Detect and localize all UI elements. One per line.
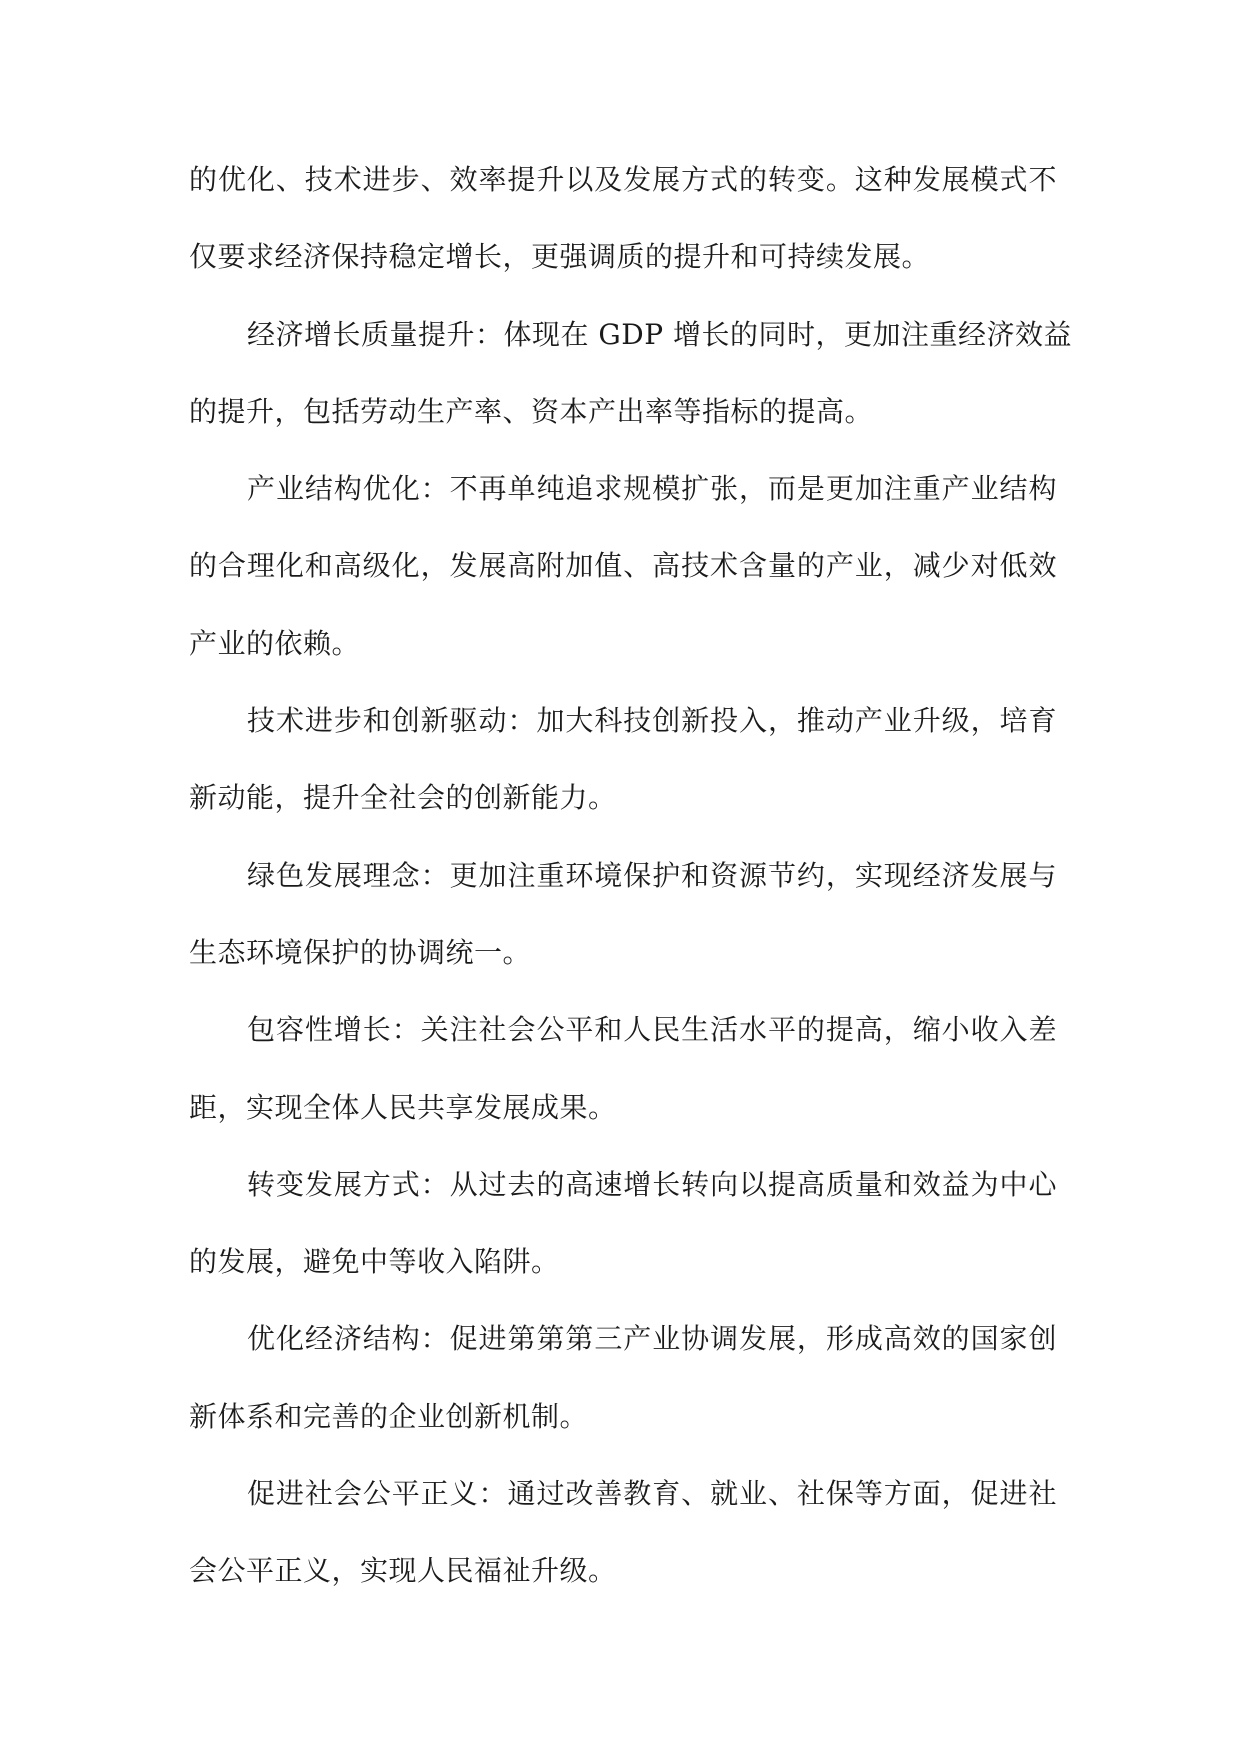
- text-line: 绿色发展理念：更加注重环境保护和资源节约，实现经济发展与: [247, 858, 1057, 892]
- text-line: 产业的依赖。: [189, 626, 361, 660]
- text-line: 转变发展方式：从过去的高速增长转向以提高质量和效益为中心: [247, 1167, 1057, 1201]
- paragraph-industrial-structure: [189, 450, 1057, 682]
- text-line: 技术进步和创新驱动：加大科技创新投入，推动产业升级，培育: [247, 704, 1057, 738]
- paragraph-technology-innovation: [189, 682, 1057, 837]
- text-line: 的合理化和高级化，发展高附加值、高技术含量的产业，减少对低效: [189, 549, 1057, 583]
- text-line: 新动能，提升全社会的创新能力。: [189, 781, 617, 815]
- paragraph-economic-growth-quality: [189, 296, 1072, 451]
- text-line: 经济增长质量提升：体现在 GDP 增长的同时，更加注重经济效益: [247, 317, 1072, 351]
- text-line: 产业结构优化：不再单纯追求规模扩张，而是更加注重产业结构: [247, 472, 1057, 506]
- text-line: 生态环境保护的协调统一。: [189, 935, 532, 969]
- text-line: 包容性增长：关注社会公平和人民生活水平的提高，缩小收入差: [247, 1013, 1057, 1047]
- text-line: 的发展，避免中等收入陷阱。: [189, 1245, 560, 1279]
- text-line: 的优化、技术进步、效率提升以及发展方式的转变。这种发展模式不: [189, 163, 1057, 196]
- paragraph-inclusive-growth: [189, 991, 1057, 1146]
- paragraph-continuation: [189, 141, 1057, 296]
- paragraph-green-development: [189, 837, 1057, 992]
- text-line: 的提升，包括劳动生产率、资本产出率等指标的提高。: [189, 394, 874, 428]
- text-line: 促进社会公平正义：通过改善教育、就业、社保等方面，促进社: [247, 1477, 1057, 1511]
- text-line: 优化经济结构：促进第第第三产业协调发展，形成高效的国家创: [247, 1322, 1057, 1356]
- text-line: 仅要求经济保持稳定增长，更强调质的提升和可持续发展。: [189, 240, 931, 274]
- paragraph-development-mode: [189, 1146, 1057, 1301]
- document-body: [189, 141, 1072, 1610]
- text-line: 距，实现全体人民共享发展成果。: [189, 1090, 617, 1124]
- paragraph-social-equity: [189, 1455, 1057, 1610]
- text-line: 会公平正义，实现人民福祉升级。: [189, 1554, 617, 1588]
- text-line: 新体系和完善的企业创新机制。: [189, 1399, 589, 1433]
- paragraph-economic-structure: [189, 1300, 1057, 1455]
